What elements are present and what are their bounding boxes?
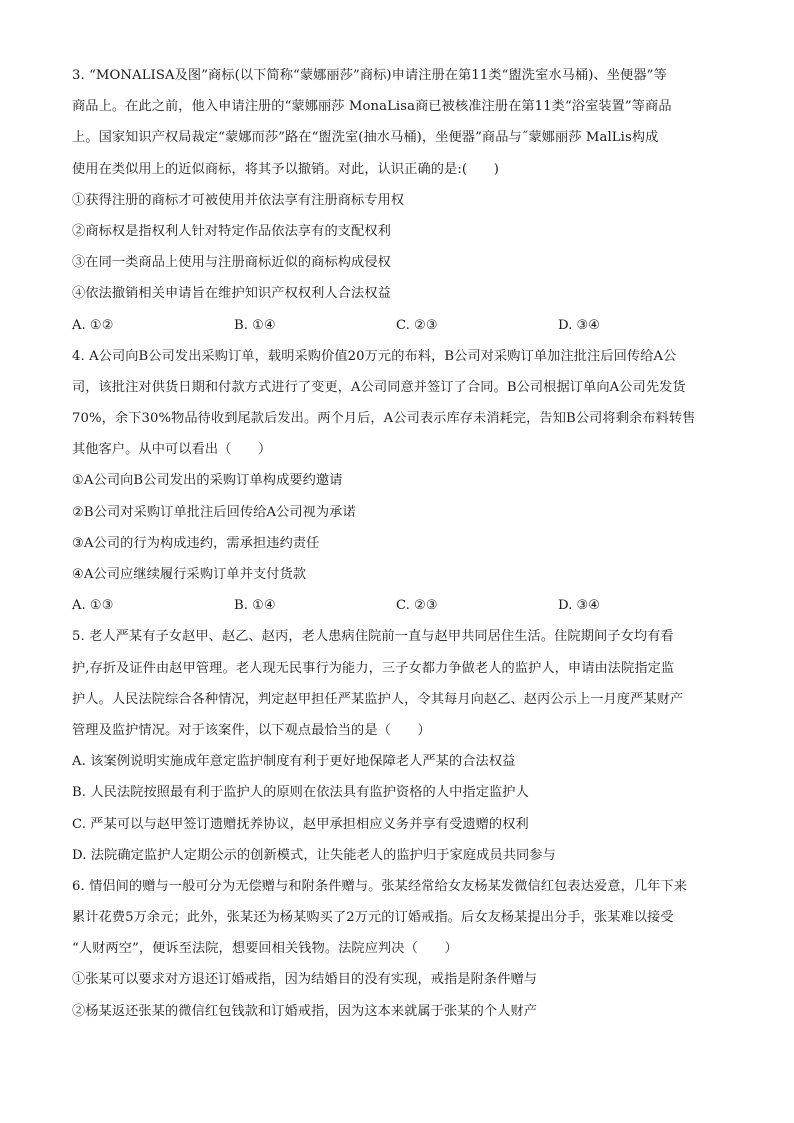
question-stem-line: 3. “MONALISA及图”商标(以下简称“蒙娜丽莎”商标)申请注册在第11类“盥洗室水马桶)、坐便器”等: [72, 68, 667, 83]
question-4: [72, 341, 722, 622]
statement-item: ①A公司向B公司发出的采购订单构成要约邀请: [72, 473, 343, 489]
option-d: D. 法院确定监护人定期公示的创新模式，让失能老人的监护归于家庭成员共同参与: [72, 847, 556, 863]
question-stem-line: 司，该批注对供货日期和付款方式进行了变更，A公司同意并签订了合同。B公司根据订单向A公司先发货: [72, 379, 686, 395]
question-stem-line: 4. A公司向B公司发出采购订单，载明采购价值20万元的布料，B公司对采购订单加注批注后回传给A公: [72, 348, 677, 364]
question-stem-line: 累计花费5万余元；此外，张某还为杨某购买了2万元的订婚戒指。后女友杨某提出分手，张某难以接受: [72, 910, 674, 926]
statement-item: ②B公司对采购订单批注后回传给A公司视为承诺: [72, 504, 356, 520]
option-b: B. 人民法院按照最有利于监护人的原则在依法具有监护资格的人中指定监护人: [72, 785, 529, 801]
exam-page: [72, 60, 722, 1027]
statement-item: ①获得注册的商标才可被使用并依法享有注册商标专用权: [72, 192, 405, 208]
option-d: D. ③④: [558, 598, 601, 614]
question-stem-line: 上。国家知识产权局裁定“蒙娜而莎”路在“盥洗室(抽水马桶)，坐便器”商品与˝蒙娜丽莎 MalLis构成: [72, 130, 659, 146]
answer-options: [72, 310, 722, 341]
question-3: [72, 60, 722, 341]
question-stem-line: 70%，余下30%物品待收到尾款后发出。两个月后，A公司表示库存未消耗完，告知B公司将剩余布料转售: [72, 411, 696, 427]
option-c: C. 严某可以与赵甲签订遗赠抚养协议，赵甲承担相应义务并享有受遗赠的权利: [72, 816, 529, 832]
question-5: [72, 621, 722, 871]
option-b: B. ①④: [234, 317, 276, 333]
statement-item: ③A公司的行为构成违约，需承担违约责任: [72, 535, 320, 551]
option-a: A. ①③: [72, 598, 114, 614]
question-stem-line: “人财两空”，便诉至法院，想要回相关钱物。法院应判决（ ）: [72, 941, 458, 957]
statement-item: ④依法撤销相关申请旨在维护知识产权权利人合法权益: [72, 286, 391, 302]
question-stem-line: 管理及监护情况。对于该案件，以下观点最恰当的是（ ）: [72, 722, 431, 738]
question-stem-line: 护人。人民法院综合各种情况，判定赵甲担任严某监护人，令其每月向赵乙、赵丙公示上一月度严某财产: [72, 691, 684, 707]
option-d: D. ③④: [558, 317, 601, 333]
answer-options: [72, 590, 722, 621]
question-stem-line: 6. 情侣间的赠与一般可分为无偿赠与和附条件赠与。张某经常给女友杨某发微信红包表达爱意，几年下来: [72, 878, 688, 894]
statement-item: ①张某可以要求对方退还订婚戒指，因为结婚目的没有实现，戒指是附条件赠与: [72, 972, 538, 988]
question-6: [72, 871, 722, 1027]
statement-item: ②杨某返还张某的微信红包钱款和订婚戒指，因为这本来就属于张某的个人财产: [72, 1003, 538, 1019]
statement-item: ②商标权是指权利人针对特定作品依法享有的支配权利: [72, 223, 391, 239]
statement-item: ③在同一类商品上使用与注册商标近似的商标构成侵权: [72, 255, 391, 271]
statement-item: ④A公司应继续履行采购订单并支付货款: [72, 567, 307, 582]
question-stem-line: 商品上。在此之前，他入申请注册的“蒙娜丽莎 MonaLisa商已被核准注册在第11类“浴室装置”等商品: [72, 99, 672, 115]
option-a: A. 该案例说明实施成年意定监护制度有利于更好地保障老人严某的合法权益: [72, 754, 516, 770]
question-stem-line: 5. 老人严某有子女赵甲、赵乙、赵丙，老人患病住院前一直与赵甲共同居住生活。住院期间子女均有看: [72, 629, 674, 645]
question-stem-line: 护,存折及证件由赵甲管理。老人现无民事行为能力，三子女都力争做老人的监护人，申请由法院指定监: [72, 660, 675, 676]
option-b: B. ①④: [234, 598, 276, 614]
question-stem-line: 使用在类似用上的近似商标，将其予以撤销。对此，认识正确的是:( ): [72, 161, 499, 177]
question-stem-line: 其他客户。从中可以看出（ ）: [72, 442, 272, 458]
option-a: A. ①②: [72, 317, 114, 333]
option-c: C. ②③: [396, 317, 438, 333]
option-c: C. ②③: [396, 598, 438, 614]
